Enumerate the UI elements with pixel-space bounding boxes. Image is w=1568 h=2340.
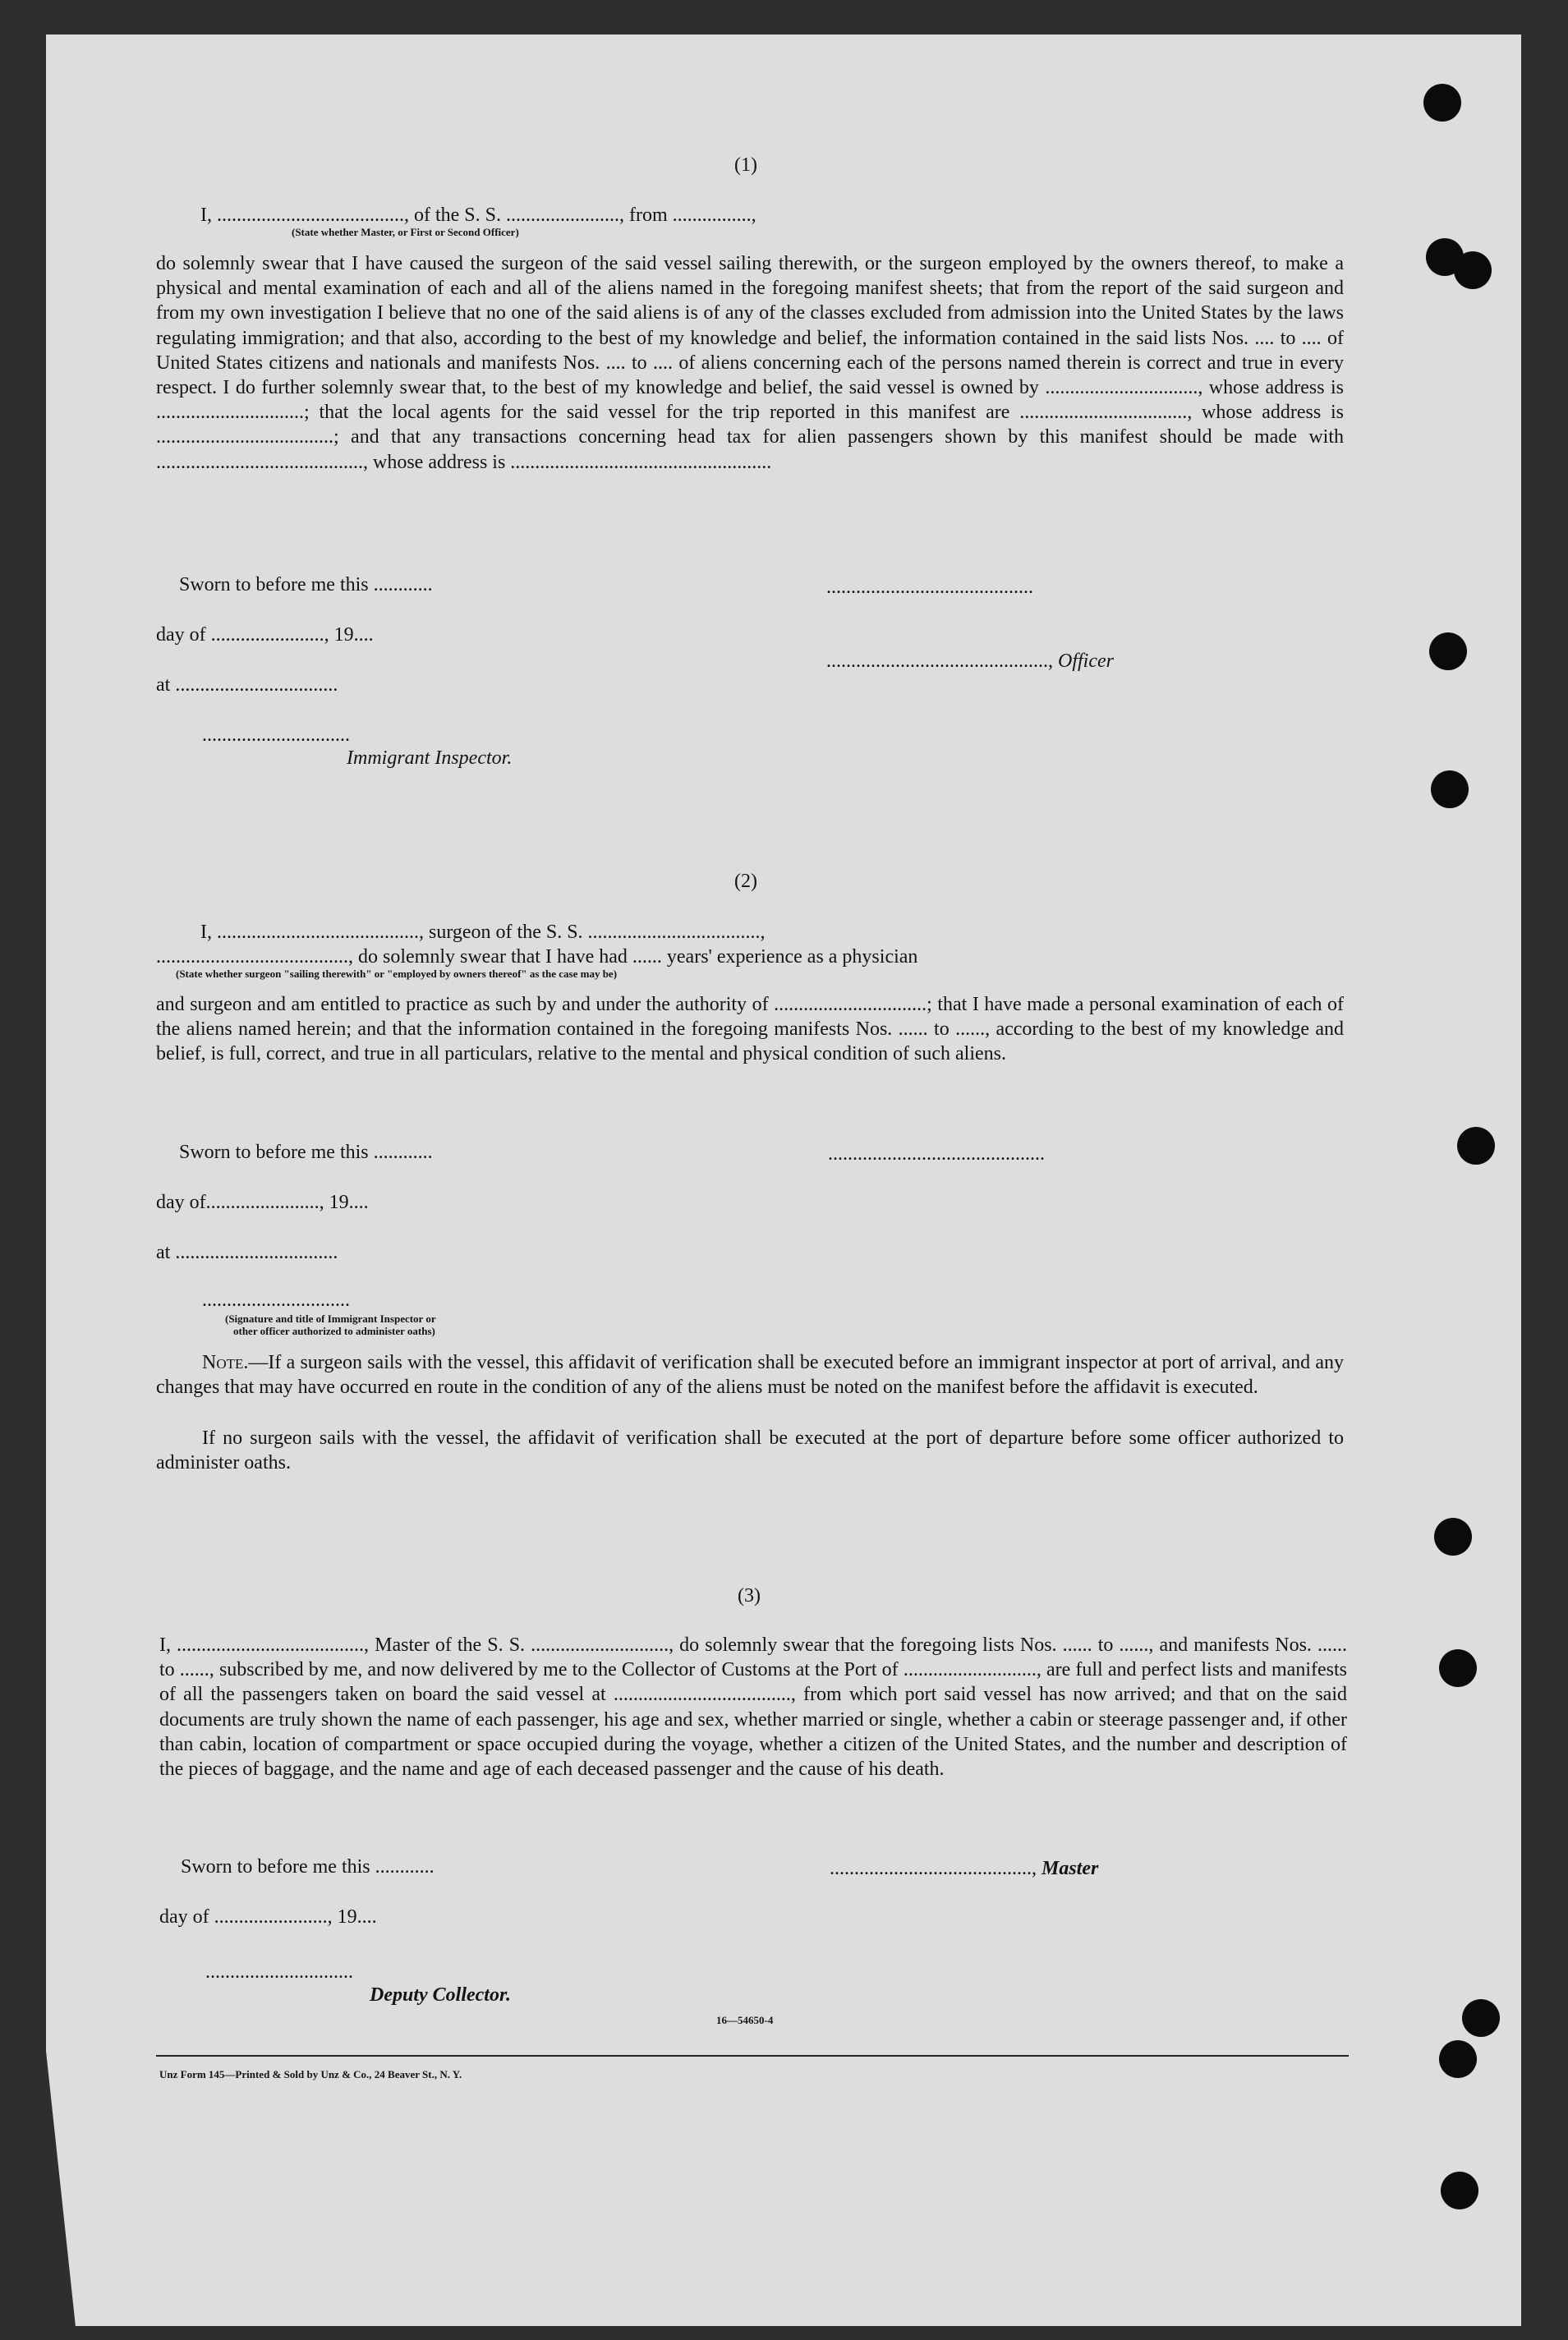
section-2-inspector-note-1: (Signature and title of Immigrant Inspector or bbox=[225, 1313, 436, 1325]
officer-label: Officer bbox=[1058, 651, 1114, 672]
note-text: —If a surgeon sails with the vessel, this affidavit of verification shall be executed before an immigrant inspector at port of arrival, and any changes that may have occurred en route in the condition of any of the aliens must be noted on the manifest before the affidavit is executed. bbox=[156, 1352, 1344, 1399]
binder-hole bbox=[1423, 84, 1461, 122]
section-2-inspector-line: .............................. bbox=[202, 1290, 350, 1311]
section-3-collector-line: .............................. bbox=[205, 1961, 353, 1983]
section-3-master-line bbox=[830, 1856, 1098, 1881]
section-2-line-2: ......................................., do solemnly swear that I have had ...... years' experience as a physician bbox=[156, 946, 918, 968]
binder-hole bbox=[1462, 1999, 1500, 2037]
officer-dots: ............................................., bbox=[826, 651, 1053, 672]
section-2-day: day of......................., 19.... bbox=[156, 1192, 369, 1213]
section-2-body: and surgeon and am entitled to practice as such by and under the authority of ...............................; that I have made a personal examination of each of the aliens named herein; and that the information contained in the foregoing manifests Nos. ...... to ......, according to the best of my knowledge and belief, is full, correct, and true in all particulars, relative to the mental and physical condition of such aliens. bbox=[156, 994, 1344, 1065]
binder-hole bbox=[1434, 1518, 1472, 1556]
section-2-number: (2) bbox=[734, 871, 757, 892]
binder-hole bbox=[1454, 251, 1492, 289]
section-1-inspector-line: .............................. bbox=[202, 724, 350, 746]
section-2-at: at ................................. bbox=[156, 1242, 338, 1263]
section-3-collector-label: Deputy Collector. bbox=[370, 1984, 511, 2006]
master-dots: ........................................., bbox=[830, 1858, 1037, 1879]
binder-hole bbox=[1457, 1127, 1495, 1165]
section-3-day: day of ......................., 19.... bbox=[159, 1906, 377, 1928]
master-label: Master bbox=[1042, 1858, 1099, 1879]
section-2-note-2: If no surgeon sails with the vessel, the affidavit of verification shall be executed at the port of departure before some officer authorized to administer oaths. bbox=[156, 1427, 1344, 1474]
binder-hole bbox=[1439, 2040, 1477, 2078]
printer-credit: Unz Form 145—Printed & Sold by Unz & Co., 24 Beaver St., N. Y. bbox=[159, 2068, 462, 2080]
section-1-sign-line: .......................................... bbox=[826, 577, 1033, 598]
section-1-officer-note: (State whether Master, or First or Second Officer) bbox=[292, 226, 519, 238]
section-1-inspector-label: Immigrant Inspector. bbox=[347, 747, 513, 769]
section-1-at: at ................................. bbox=[156, 674, 338, 696]
section-1-sworn: Sworn to before me this ............ bbox=[179, 574, 433, 595]
note-label: Note. bbox=[202, 1352, 249, 1373]
form-number: 16—54650-4 bbox=[716, 2014, 774, 2026]
section-1-officer-line bbox=[826, 649, 1114, 673]
section-2-inspector-note-2: other officer authorized to administer oaths) bbox=[233, 1325, 435, 1337]
section-2-sworn: Sworn to before me this ............ bbox=[179, 1142, 433, 1163]
section-3-number: (3) bbox=[738, 1585, 761, 1607]
section-1-day: day of ......................., 19.... bbox=[156, 624, 374, 646]
section-3-sworn: Sworn to before me this ............ bbox=[181, 1856, 435, 1878]
section-1-number: (1) bbox=[734, 154, 757, 176]
binder-hole bbox=[1441, 2172, 1478, 2209]
binder-hole bbox=[1431, 770, 1469, 808]
binder-hole bbox=[1429, 632, 1467, 670]
section-2-sign-line: ............................................ bbox=[828, 1143, 1045, 1165]
section-1-body: do solemnly swear that I have caused the surgeon of the said vessel sailing therewith, or the surgeon employed by the owners thereof, to make a physical and mental examination of each and all of the aliens named in the foregoing manifest sheets; that from the report of the said surgeon and from my own investigation I believe that no one of the said aliens is of any of the classes excluded from admission into the United States by the laws regulating immigration; and that also, according to the best of my knowledge and belief, the information contained in the said lists Nos. .... to .... of United States citizens and nationals and manifests Nos. .... to .... of aliens concerning each of the persons named therein is correct and true in every respect. I do further solemnly swear that, to the best of my knowledge and belief, the said vessel is owned by ..............................., whose address is ..............................; that the local agents for the said vessel for the trip reported in this manifest are .................................., whose address is ....................................; and that any transactions concerning head tax for alien passengers shown by this manifest should be made with .........................................., whose address is ..................................................... bbox=[156, 253, 1344, 473]
section-1-oath-line: I, ......................................, of the S. S. ......................., from ................, bbox=[200, 205, 756, 226]
section-2-line-1: I, ........................................., surgeon of the S. S. ..................................., bbox=[200, 922, 766, 943]
section-2-surgeon-note: (State whether surgeon "sailing therewith" or "employed by owners thereof" as the case may be) bbox=[176, 968, 618, 980]
binder-hole bbox=[1439, 1649, 1477, 1687]
section-2-note bbox=[156, 1350, 1344, 1400]
section-3-body: I, ......................................, Master of the S. S. ............................, do solemnly swear that the foregoing lists Nos. ...... to ......, and manifests Nos. ...... to ......, subscribed by me, and now delivered by me to the Collector of Customs at the Port of ..........................., are full and perfect lists and manifests of all the passengers taken on board the said vessel at ...................................., from which port said vessel has now arrived; and that on the said documents are truly shown the name of each passenger, his age and sex, whether married or single, whether a cabin or steerage passenger and, if other than cabin, location of compartment or space occupied during the voyage, whether a citizen of the United States, and the number and description of the pieces of baggage, and the name and age of each deceased passenger and the cause of his death. bbox=[159, 1634, 1347, 1781]
footer-rule bbox=[156, 2055, 1349, 2057]
